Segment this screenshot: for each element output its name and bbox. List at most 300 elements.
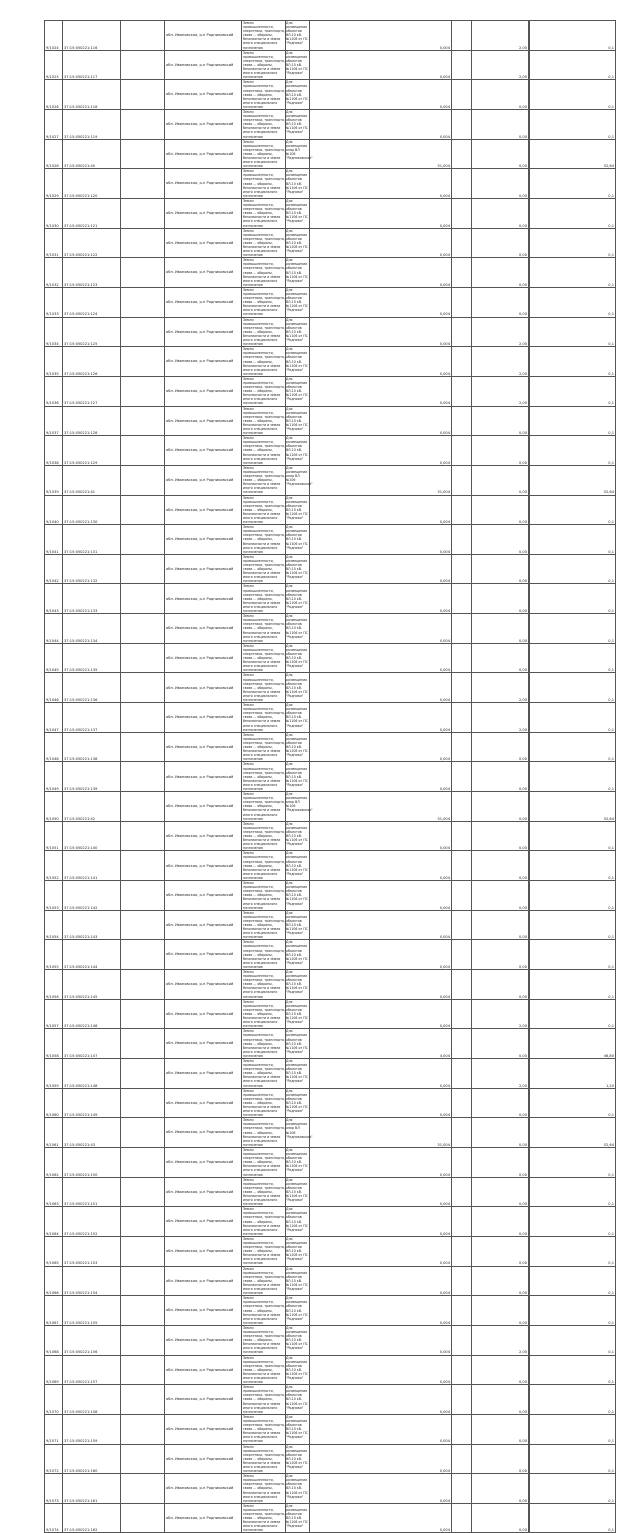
value-cell: 0,00	[472, 139, 529, 169]
region-cell: обл. Ивановская, р-н Родниковский	[165, 1414, 242, 1444]
table-row	[45, 317, 616, 347]
value-cell: 0,00	[472, 1088, 529, 1118]
table-row	[45, 436, 616, 466]
empty-cell	[121, 21, 165, 51]
land-category-cell: Земли промышленности, энергетики, транспорта, связи ... обороны, безопасности и земли иного специального назначения	[243, 792, 285, 821]
purpose-cell: Для размещения объектов ВЛ-10 кВ. №1106 от ПС "Родники"	[286, 1296, 310, 1326]
empty-cell	[452, 21, 472, 51]
value-cell: 0,00	[472, 228, 529, 258]
purpose-cell: Для размещения объектов ВЛ-10 кВ. №1106 от ПС "Родники"	[286, 1385, 310, 1415]
empty-cell	[121, 1414, 165, 1444]
land-category-cell: Земли промышленности, энергетики, транспорта, связи ... обороны, безопасности и земли иного специального назначения	[243, 554, 285, 584]
empty-cell	[452, 643, 472, 673]
purpose-cell: Для размещения объектов ВЛ-10 кВ. №1106 от ПС "Родники"	[286, 999, 310, 1029]
value-cell: 0,00	[472, 169, 529, 199]
total-cell: 0,1	[530, 1414, 616, 1444]
table-row	[45, 228, 616, 258]
land-category-cell: Земли промышленности, энергетики, транспорта, связи ... обороны, безопасности и земли иного специального назначения	[243, 762, 285, 791]
land-category-cell: Земли промышленности, энергетики, транспорта, связи ... обороны, безопасности и земли иного специального назначения	[243, 1444, 285, 1474]
row-id: 9/1050	[45, 792, 63, 822]
land-category-cell: Земли промышленности, энергетики, транспорта, связи ... обороны, безопасности и земли иного специального назначения	[243, 1474, 285, 1503]
empty-cell	[452, 1474, 472, 1504]
value-cell: 0,00	[472, 1414, 529, 1444]
area-cell: 0,004	[310, 1325, 452, 1355]
empty-cell	[121, 851, 165, 881]
row-id: 9/1057	[45, 999, 63, 1029]
total-cell: 0,1	[530, 1088, 616, 1118]
area-cell: 0,004	[310, 1058, 452, 1088]
empty-cell	[121, 198, 165, 228]
area-cell: 0,004	[310, 940, 452, 970]
empty-cell	[121, 643, 165, 673]
empty-cell	[121, 732, 165, 762]
purpose-cell: Для размещения объектов ВЛ-10 кВ. №1106 от ПС "Родники"	[286, 1177, 310, 1207]
row-id: 9/1024	[45, 21, 63, 51]
land-category-cell: Земли промышленности, энергетики, транспорта, связи ... обороны, безопасности и земли иного специального назначения	[243, 1266, 285, 1296]
land-category-cell: Земли промышленности, энергетики, транспорта, связи ... обороны, безопасности и земли иного специального назначения	[243, 1355, 285, 1385]
total-cell: 0,1	[530, 554, 616, 584]
region-cell: обл. Ивановская, р-н Родниковский	[165, 851, 242, 881]
table-row	[45, 970, 616, 1000]
purpose-cell: Для размещения объектов ВЛ-10 кВ. №1106 от ПС "Родники"	[286, 525, 310, 555]
region-cell: обл. Ивановская, р-н Родниковский	[165, 436, 242, 466]
value-cell: 0,00	[472, 525, 529, 555]
total-cell: 0,1	[530, 169, 616, 199]
land-category-cell: Земли промышленности, энергетики, транспорта, связи ... обороны, безопасности и земли иного специального назначения	[243, 584, 285, 614]
region-cell: обл. Ивановская, р-н Родниковский	[165, 228, 242, 258]
value-cell: 0,00	[472, 436, 529, 466]
value-cell: 0,00	[472, 80, 529, 110]
row-id: 9/1055	[45, 940, 63, 970]
empty-cell	[121, 1503, 165, 1533]
empty-cell	[452, 406, 472, 436]
empty-cell	[121, 287, 165, 317]
row-id: 9/1063	[45, 1177, 63, 1207]
row-id: 9/1073	[45, 1474, 63, 1504]
region-cell: обл. Ивановская, р-н Родниковский	[165, 406, 242, 436]
region-cell: обл. Ивановская, р-н Родниковский	[165, 139, 242, 169]
row-id: 9/1046	[45, 673, 63, 703]
area-cell: 0,004	[310, 406, 452, 436]
table-row	[45, 1236, 616, 1266]
purpose-cell: Для размещения опор ВЛ №106 "Родниковская"	[286, 792, 310, 822]
row-id: 9/1042	[45, 554, 63, 584]
total-cell: 52,64	[530, 139, 616, 169]
purpose-cell: Для размещения объектов ВЛ-10 кВ. №1106 от ПС "Родники"	[286, 376, 310, 406]
empty-cell	[121, 614, 165, 644]
value-cell: 0,00	[472, 881, 529, 911]
region-cell: обл. Ивановская, р-н Родниковский	[165, 1296, 242, 1326]
empty-cell	[452, 910, 472, 940]
row-id: 9/1070	[45, 1385, 63, 1415]
land-category-cell: Земли промышленности, энергетики, транспорта, связи ... обороны, безопасности и земли иного специального назначения	[243, 970, 285, 999]
value-cell: 0,00	[472, 584, 529, 614]
land-category-cell: Земли промышленности, энергетики, транспорта, связи ... обороны, безопасности и земли иного специального назначения	[243, 376, 285, 406]
cadastral-number: 37:15:050221:127	[63, 376, 121, 406]
region-cell: обл. Ивановская, р-н Родниковский	[165, 317, 242, 347]
land-category-cell: Земли промышленности, энергетики, транспорта, связи ... обороны, безопасности и земли иного специального назначения	[243, 1177, 285, 1207]
total-cell: 0,1	[530, 495, 616, 525]
value-cell: 0,00	[472, 406, 529, 436]
total-cell: 0,1	[530, 1177, 616, 1207]
region-cell: обл. Ивановская, р-н Родниковский	[165, 614, 242, 644]
empty-cell	[452, 1385, 472, 1415]
value-cell: 2,00	[472, 376, 529, 406]
area-cell: 0,004	[310, 258, 452, 288]
row-id: 9/1059	[45, 1058, 63, 1088]
total-cell: 0,1	[530, 910, 616, 940]
value-cell: 0,00	[472, 940, 529, 970]
land-category-cell: Земли промышленности, энергетики, транспорта, связи ... обороны, безопасности и земли иного специального назначения	[243, 436, 285, 465]
table-row	[45, 1207, 616, 1237]
cadastral-number: 37:15:050221:152	[63, 1207, 121, 1237]
total-cell: 0,1	[530, 50, 616, 80]
empty-cell	[452, 80, 472, 110]
total-cell: 0,1	[530, 1147, 616, 1177]
cadastral-number: 37:15:050221:143	[63, 910, 121, 940]
purpose-cell: Для размещения объектов ВЛ-10 кВ. №1106 от ПС "Родники"	[286, 1355, 310, 1385]
table-row	[45, 703, 616, 733]
purpose-cell: Для размещения объектов ВЛ-10 кВ. №1106 от ПС "Родники"	[286, 970, 310, 1000]
empty-cell	[121, 1325, 165, 1355]
region-cell: обл. Ивановская, р-н Родниковский	[165, 881, 242, 911]
purpose-cell: Для размещения объектов ВЛ-10 кВ. №1106 от ПС "Родники"	[286, 614, 310, 644]
land-category-cell: Земли промышленности, энергетики, транспорта, связи ... обороны, безопасности и земли иного специального назначения	[243, 139, 285, 169]
region-cell: обл. Ивановская, р-н Родниковский	[165, 703, 242, 733]
value-cell: 0,00	[472, 643, 529, 673]
total-cell: 0,1	[530, 317, 616, 347]
total-cell: 52,64	[530, 465, 616, 495]
table-row	[45, 465, 616, 495]
row-id: 9/1035	[45, 347, 63, 377]
row-id: 9/1060	[45, 1088, 63, 1118]
land-category-cell: Земли промышленности, энергетики, транспорта, связи ... обороны, безопасности и земли иного специального назначения	[243, 940, 285, 969]
land-category-cell: Земли промышленности, энергетики, транспорта, связи ... обороны, безопасности и земли иного специального назначения	[243, 50, 285, 80]
cadastral-number: 37:15:050221:118	[63, 80, 121, 110]
land-category-cell: Земли промышленности, энергетики, транспорта, связи ... обороны, безопасности и земли иного специального назначения	[243, 1236, 285, 1266]
area-cell: 31,004	[310, 1118, 452, 1148]
area-cell: 0,004	[310, 317, 452, 347]
purpose-cell: Для размещения объектов ВЛ-10 кВ. №1106 от ПС "Родники"	[286, 50, 310, 80]
empty-cell	[452, 495, 472, 525]
table-row	[45, 1058, 616, 1088]
total-cell: 0,1	[530, 881, 616, 911]
empty-cell	[121, 762, 165, 792]
cadastral-number: 37:15:050221:139	[63, 762, 121, 792]
region-cell: обл. Ивановская, р-н Родниковский	[165, 1266, 242, 1296]
land-category-cell: Земли промышленности, энергетики, транспорта, связи ... обороны, безопасности и земли иного специального назначения	[243, 80, 285, 109]
cadastral-number: 37:15:050221:138	[63, 732, 121, 762]
purpose-cell: Для размещения объектов ВЛ-10 кВ. №1106 от ПС "Родники"	[286, 1474, 310, 1504]
area-cell: 0,004	[310, 821, 452, 851]
total-cell: 0,1	[530, 80, 616, 110]
cadastral-number: 37:15:050221:128	[63, 406, 121, 436]
total-cell: 0,1	[530, 1444, 616, 1474]
cadastral-number: 37:15:050221:41	[63, 465, 121, 495]
row-id: 9/1049	[45, 762, 63, 792]
total-cell: 0,1	[530, 732, 616, 762]
cadastral-number: 37:15:050221:149	[63, 1088, 121, 1118]
empty-cell	[452, 1147, 472, 1177]
empty-cell	[121, 821, 165, 851]
purpose-cell: Для размещения объектов ВЛ-10 кВ. №1106 от ПС "Родники"	[286, 436, 310, 466]
empty-cell	[121, 495, 165, 525]
purpose-cell: Для размещения объектов ВЛ-10 кВ. №1106 от ПС "Родники"	[286, 762, 310, 792]
purpose-cell: Для размещения объектов ВЛ-10 кВ. №1106 от ПС "Родники"	[286, 228, 310, 258]
land-category-cell: Земли промышленности, энергетики, транспорта, связи ... обороны, безопасности и земли иного специального назначения	[243, 406, 285, 436]
empty-cell	[452, 881, 472, 911]
empty-cell	[452, 554, 472, 584]
empty-cell	[121, 940, 165, 970]
value-cell: 0,00	[472, 732, 529, 762]
empty-cell	[121, 376, 165, 406]
total-cell: 0,1	[530, 21, 616, 51]
empty-cell	[452, 50, 472, 80]
row-id: 9/1040	[45, 495, 63, 525]
table-row	[45, 1444, 616, 1474]
land-category-cell: Земли промышленности, энергетики, транспорта, связи ... обороны, безопасности и земли иного специального назначения	[243, 1058, 285, 1088]
cadastral-number: 37:15:050221:154	[63, 1266, 121, 1296]
value-cell: 0,00	[472, 1236, 529, 1266]
empty-cell	[121, 881, 165, 911]
land-category-cell: Земли промышленности, энергетики, транспорта, связи ... обороны, безопасности и земли иного специального назначения	[243, 465, 285, 495]
land-category-cell: Земли промышленности, энергетики, транспорта, связи ... обороны, безопасности и земли иного специального назначения	[243, 21, 285, 50]
purpose-cell: Для размещения объектов ВЛ-10 кВ. №1106 от ПС "Родники"	[286, 1503, 310, 1533]
row-id: 9/1066	[45, 1266, 63, 1296]
empty-cell	[121, 139, 165, 169]
purpose-cell: Для размещения объектов ВЛ-10 кВ. №1106 от ПС "Родники"	[286, 406, 310, 436]
total-cell: 0,1	[530, 821, 616, 851]
value-cell: 2,00	[472, 347, 529, 377]
purpose-cell: Для размещения объектов ВЛ-10 кВ. №1106 от ПС "Родники"	[286, 732, 310, 762]
row-id: 9/1061	[45, 1118, 63, 1148]
total-cell: 0,1	[530, 762, 616, 792]
area-cell: 0,004	[310, 1088, 452, 1118]
region-cell: обл. Ивановская, р-н Родниковский	[165, 495, 242, 525]
land-category-cell: Земли промышленности, энергетики, транспорта, связи ... обороны, безопасности и земли иного специального назначения	[243, 1385, 285, 1414]
empty-cell	[452, 1296, 472, 1326]
region-cell: обл. Ивановская, р-н Родниковский	[165, 643, 242, 673]
row-id: 9/1069	[45, 1355, 63, 1385]
cadastral-number: 37:15:050221:160	[63, 1444, 121, 1474]
land-category-cell: Земли промышленности, энергетики, транспорта, связи ... обороны, безопасности и земли иного специального назначения	[243, 258, 285, 287]
row-id: 9/1071	[45, 1414, 63, 1444]
purpose-cell: Для размещения объектов ВЛ-10 кВ. №1106 от ПС "Родники"	[286, 347, 310, 377]
purpose-cell: Для размещения объектов ВЛ-10 кВ. №1106 от ПС "Родники"	[286, 1266, 310, 1296]
table-row	[45, 821, 616, 851]
value-cell: 0,00	[472, 1177, 529, 1207]
area-cell: 0,004	[310, 1385, 452, 1415]
area-cell: 31,004	[310, 792, 452, 822]
row-id: 9/1058	[45, 1029, 63, 1059]
area-cell: 0,004	[310, 673, 452, 703]
table-row	[45, 881, 616, 911]
row-id: 9/1043	[45, 584, 63, 614]
value-cell: 2,00	[472, 673, 529, 703]
cadastral-number: 37:15:050221:120	[63, 169, 121, 199]
table-row	[45, 940, 616, 970]
region-cell: обл. Ивановская, р-н Родниковский	[165, 1325, 242, 1355]
row-id: 9/1039	[45, 465, 63, 495]
total-cell: 0,1	[530, 999, 616, 1029]
total-cell: 0,1	[530, 970, 616, 1000]
land-category-cell: Земли промышленности, энергетики, транспорта, связи ... обороны, безопасности и земли иного специального назначения	[243, 1414, 285, 1444]
region-cell: обл. Ивановская, р-н Родниковский	[165, 287, 242, 317]
cadastral-number: 37:15:050221:130	[63, 495, 121, 525]
region-cell: обл. Ивановская, р-н Родниковский	[165, 1058, 242, 1088]
empty-cell	[452, 347, 472, 377]
region-cell: обл. Ивановская, р-н Родниковский	[165, 940, 242, 970]
table-row	[45, 1296, 616, 1326]
area-cell: 0,004	[310, 169, 452, 199]
area-cell: 0,004	[310, 1296, 452, 1326]
table-row	[45, 169, 616, 199]
value-cell: 0,00	[472, 970, 529, 1000]
total-cell: 0,1	[530, 258, 616, 288]
region-cell: обл. Ивановская, р-н Родниковский	[165, 50, 242, 80]
cadastral-number: 37:15:050221:43	[63, 1118, 121, 1148]
value-cell: 0,00	[472, 910, 529, 940]
cadastral-number: 37:15:050221:141	[63, 851, 121, 881]
total-cell: 0,1	[530, 643, 616, 673]
area-cell: 0,004	[310, 1444, 452, 1474]
empty-cell	[452, 317, 472, 347]
land-category-cell: Земли промышленности, энергетики, транспорта, связи ... обороны, безопасности и земли иного специального назначения	[243, 228, 285, 258]
value-cell: 2,00	[472, 703, 529, 733]
cadastral-number: 37:15:050221:142	[63, 881, 121, 911]
empty-cell	[452, 762, 472, 792]
row-id: 9/1051	[45, 821, 63, 851]
purpose-cell: Для размещения объектов ВЛ-10 кВ. №1106 от ПС "Родники"	[286, 940, 310, 970]
value-cell: 0,00	[472, 614, 529, 644]
total-cell: 0,1	[530, 1355, 616, 1385]
row-id: 9/1041	[45, 525, 63, 555]
purpose-cell: Для размещения объектов ВЛ-10 кВ. №1106 от ПС "Родники"	[286, 317, 310, 347]
row-id: 9/1068	[45, 1325, 63, 1355]
table-row	[45, 347, 616, 377]
value-cell: 0,00	[472, 258, 529, 288]
region-cell: обл. Ивановская, р-н Родниковский	[165, 584, 242, 614]
empty-cell	[121, 258, 165, 288]
empty-cell	[121, 465, 165, 495]
purpose-cell: Для размещения опор ВЛ №106 "Родниковская"	[286, 465, 310, 495]
table-row	[45, 198, 616, 228]
document-page	[44, 20, 614, 1533]
row-id: 9/1074	[45, 1503, 63, 1533]
empty-cell	[121, 792, 165, 822]
table-row	[45, 762, 616, 792]
total-cell: 52,64	[530, 1118, 616, 1148]
cadastral-number: 37:15:050221:144	[63, 940, 121, 970]
value-cell: 2,00	[472, 1058, 529, 1088]
region-cell: обл. Ивановская, р-н Родниковский	[165, 1029, 242, 1059]
cadastral-number: 37:15:050221:117	[63, 50, 121, 80]
row-id: 9/1027	[45, 109, 63, 139]
cadastral-number: 37:15:050221:156	[63, 1325, 121, 1355]
area-cell: 0,004	[310, 762, 452, 792]
cadastral-number: 37:15:050221:147	[63, 1029, 121, 1059]
land-category-cell: Земли промышленности, энергетики, транспорта, связи ... обороны, безопасности и земли иного специального назначения	[243, 821, 285, 851]
empty-cell	[121, 436, 165, 466]
area-cell: 0,004	[310, 1207, 452, 1237]
region-cell: обл. Ивановская, р-н Родниковский	[165, 525, 242, 555]
area-cell: 0,004	[310, 1236, 452, 1266]
area-cell: 0,004	[310, 228, 452, 258]
land-category-cell: Земли промышленности, энергетики, транспорта, связи ... обороны, безопасности и земли иного специального назначения	[243, 643, 285, 673]
total-cell: 0,1	[530, 347, 616, 377]
row-id: 9/1053	[45, 881, 63, 911]
cadastral-number: 37:15:050221:136	[63, 673, 121, 703]
empty-cell	[121, 228, 165, 258]
value-cell: 0,00	[472, 465, 529, 495]
empty-cell	[452, 821, 472, 851]
region-cell: обл. Ивановская, р-н Родниковский	[165, 198, 242, 228]
region-cell: обл. Ивановская, р-н Родниковский	[165, 673, 242, 703]
total-cell: 0,1	[530, 1474, 616, 1504]
cadastral-number: 37:15:050221:40	[63, 139, 121, 169]
area-cell: 0,004	[310, 910, 452, 940]
total-cell: 1,20	[530, 1058, 616, 1088]
cadastral-number: 37:15:050221:137	[63, 703, 121, 733]
purpose-cell: Для размещения объектов ВЛ-10 кВ. №1106 от ПС "Родники"	[286, 1029, 310, 1059]
row-id: 9/1072	[45, 1444, 63, 1474]
land-category-cell: Земли промышленности, энергетики, транспорта, связи ... обороны, безопасности и земли иного специального назначения	[243, 1503, 285, 1533]
row-id: 9/1033	[45, 287, 63, 317]
land-category-cell: Земли промышленности, энергетики, транспорта, связи ... обороны, безопасности и земли иного специального назначения	[243, 287, 285, 317]
total-cell: 0,1	[530, 376, 616, 406]
value-cell: 0,00	[472, 287, 529, 317]
area-cell: 0,004	[310, 970, 452, 1000]
value-cell: 0,00	[472, 762, 529, 792]
total-cell: 0,1	[530, 1325, 616, 1355]
cadastral-number: 37:15:050221:151	[63, 1177, 121, 1207]
area-cell: 0,004	[310, 643, 452, 673]
empty-cell	[452, 1029, 472, 1059]
empty-cell	[452, 198, 472, 228]
empty-cell	[121, 1355, 165, 1385]
total-cell: 0,1	[530, 406, 616, 436]
empty-cell	[452, 109, 472, 139]
empty-cell	[121, 673, 165, 703]
region-cell: обл. Ивановская, р-н Родниковский	[165, 1147, 242, 1177]
row-id: 9/1036	[45, 376, 63, 406]
empty-cell	[121, 1029, 165, 1059]
land-category-cell: Земли промышленности, энергетики, транспорта, связи ... обороны, безопасности и земли иного специального назначения	[243, 999, 285, 1029]
area-cell: 0,004	[310, 1147, 452, 1177]
cadastral-number: 37:15:050221:158	[63, 1385, 121, 1415]
table-row	[45, 1147, 616, 1177]
row-id: 9/1067	[45, 1296, 63, 1326]
empty-cell	[121, 1118, 165, 1148]
table-row	[45, 999, 616, 1029]
area-cell: 0,004	[310, 554, 452, 584]
empty-cell	[121, 970, 165, 1000]
cadastral-number: 37:15:050221:126	[63, 347, 121, 377]
empty-cell	[452, 1058, 472, 1088]
total-cell: 0,1	[530, 673, 616, 703]
purpose-cell: Для размещения объектов ВЛ-10 кВ. №1106 от ПС "Родники"	[286, 1088, 310, 1118]
cadastral-number: 37:15:050221:150	[63, 1147, 121, 1177]
purpose-cell: Для размещения объектов ВЛ-10 кВ. №1106 от ПС "Родники"	[286, 21, 310, 51]
empty-cell	[121, 169, 165, 199]
area-cell: 0,004	[310, 614, 452, 644]
cadastral-number: 37:15:050221:116	[63, 21, 121, 51]
empty-cell	[121, 406, 165, 436]
table-row	[45, 1325, 616, 1355]
row-id: 9/1029	[45, 169, 63, 199]
row-id: 9/1045	[45, 643, 63, 673]
area-cell: 0,004	[310, 287, 452, 317]
